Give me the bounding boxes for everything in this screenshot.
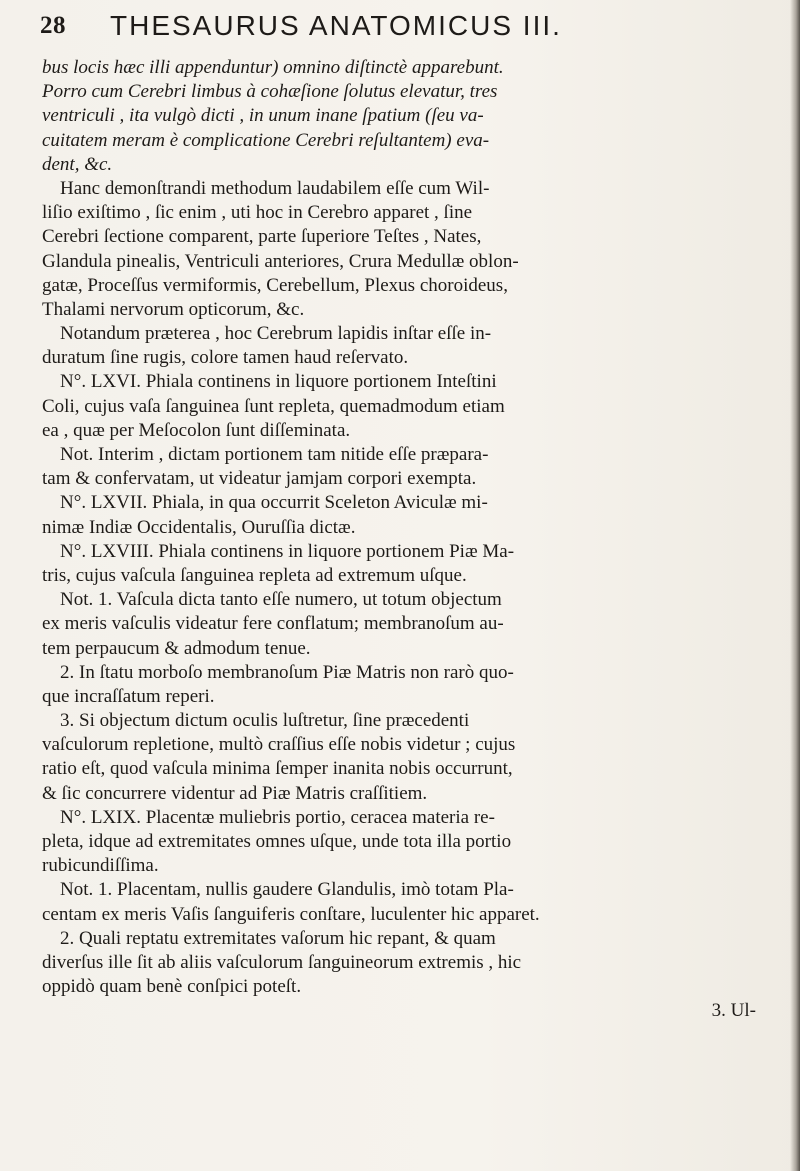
- page-number: 28: [40, 12, 66, 39]
- text-line: rubicundiſſima.: [42, 855, 159, 877]
- text-line: N°. LXVI. Phiala continens in liquore portionem Inteſtini: [60, 371, 497, 393]
- text-line: centam ex meris Vaſis ſanguiferis conſtare, luculenter hic apparet.: [42, 903, 540, 925]
- catchword: 3. Ul-: [711, 1000, 756, 1022]
- running-title: THESAURUS ANATOMICUS III.: [110, 10, 562, 41]
- text-line: que incraſſatum reperi.: [42, 685, 215, 707]
- text-line: ea , quæ per Meſocolon ſunt diſſeminata.: [42, 419, 351, 441]
- text-line: Not. 1. Vaſcula dicta tanto eſſe numero, ut totum objectum: [60, 589, 502, 611]
- text-line: diverſus ille ſit ab aliis vaſculorum ſanguineorum extremis , hic: [42, 951, 522, 973]
- text-line: Coli, cujus vaſa ſanguinea ſunt repleta, quemadmodum etiam: [42, 395, 505, 417]
- text-line: N°. LXVIII. Phiala continens in liquore portionem Piæ Ma-: [60, 540, 515, 562]
- text-line: Thalami nervorum opticorum, &c.: [42, 298, 305, 320]
- text-line: cuitatem meram è complicatione Cerebri reſultantem) eva-: [42, 129, 490, 151]
- text-line: N°. LXVII. Phiala, in qua occurrit Sceleton Aviculæ mi-: [60, 492, 488, 514]
- text-line: Glandula pinealis, Ventriculi anteriores, Crura Medullæ oblon-: [42, 250, 519, 272]
- text-line: Cerebri ſectione comparent, parte ſuperiore Teſtes , Nates,: [42, 226, 482, 248]
- text-line: dent, &c.: [42, 153, 113, 175]
- text-line: gatæ, Proceſſus vermiformis, Cerebellum, Plexus choroideus,: [42, 274, 508, 296]
- text-line: Notandum præterea , hoc Cerebrum lapidis inſtar eſſe in-: [60, 323, 492, 345]
- text-line: 2. In ſtatu morboſo membranoſum Piæ Matris non rarò quo-: [60, 661, 514, 683]
- text-line: oppidò quam benè conſpici poteſt.: [42, 976, 302, 998]
- text-line: bus locis hæc illi appenduntur) omnino diſtinctè apparebunt.: [42, 57, 504, 78]
- text-line: Porro cum Cerebri limbus à cohæſione ſolutus elevatur, tres: [42, 81, 498, 103]
- text-line: pleta, idque ad extremitates omnes uſque, unde tota illa portio: [42, 831, 512, 852]
- text-line: liſio exiſtimo , ſic enim , uti hoc in Cerebro apparet , ſine: [42, 202, 473, 224]
- text-line: 2. Quali reptatu extremitates vaſorum hic repant, & quam: [60, 927, 496, 949]
- text-line: Not. 1. Placentam, nullis gaudere Glandulis, imò totam Pla-: [60, 879, 514, 901]
- text-line: nimæ Indiæ Occidentalis, Ouruſſia dictæ.: [42, 516, 356, 538]
- text-line: vaſculorum repletione, multò craſſius eſſe nobis videtur ; cujus: [42, 734, 516, 756]
- page-edge-shadow: [790, 0, 800, 1171]
- text-line: Hanc demonſtrandi methodum laudabilem eſſe cum Wil-: [60, 177, 490, 199]
- page-header: [40, 6, 780, 46]
- text-line: 3. Si objectum dictum oculis luſtretur, ſine præcedenti: [60, 710, 470, 732]
- text-line: tam & confervatam, ut videatur jamjam corpori exempta.: [42, 468, 477, 490]
- body-text: [42, 56, 780, 1024]
- text-line: tem perpaucum & admodum tenue.: [42, 637, 311, 659]
- text-line: Not. Interim , dictam portionem tam nitide eſſe præpara-: [60, 444, 489, 465]
- text-line: N°. LXIX. Placentæ muliebris portio, ceracea materia re-: [60, 806, 495, 828]
- text-line: ratio eſt, quod vaſcula minima ſemper inanita nobis occurrunt,: [42, 758, 513, 780]
- text-line: ex meris vaſculis videatur fere conflatum; membranoſum au-: [42, 613, 504, 635]
- text-line: duratum ſine rugis, colore tamen haud reſervato.: [42, 347, 409, 369]
- text-line: ventriculi , ita vulgò dicti , in unum inane ſpatium (ſeu va-: [42, 105, 484, 127]
- text-line: tris, cujus vaſcula ſanguinea repleta ad extremum uſque.: [42, 564, 467, 586]
- text-line: & ſic concurrere videntur ad Piæ Matris craſſitiem.: [42, 782, 428, 804]
